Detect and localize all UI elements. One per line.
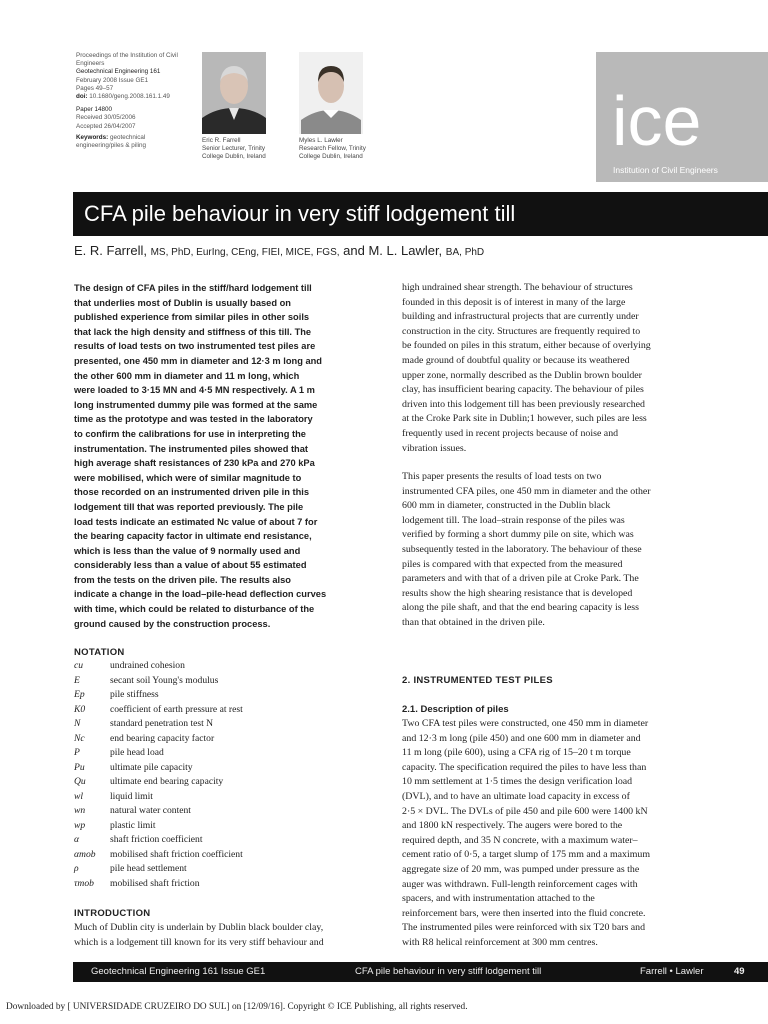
body-line: 2·5 × DVL. The DVLs of pile 450 and pile 600 were 1400 kN [402, 805, 648, 817]
abstract-line: that lack the high density and stiffness of this till. The [74, 326, 312, 337]
page-range: Pages 49–57 [76, 84, 114, 92]
introduction-paragraph-right [402, 281, 722, 456]
abstract-line: ground caused by the construction process. [74, 618, 271, 629]
body-line: reinforcement bars, were then inserted into the fluid concrete. [402, 907, 646, 919]
body-line: 11 m long (pile 600), using a CFA rig of 15–20 t m torque [402, 747, 631, 759]
journal-issue: February 2008 Issue GE1 [76, 76, 149, 84]
abstract-line: were mobilised, which were of similar magnitude to [74, 472, 302, 483]
body-line: subsequently tested in the laboratory. The behaviour of these [402, 543, 642, 555]
received-date: Received 30/05/2006 [76, 114, 136, 122]
abstract-line: lodgement till that was reported previously. The pile [74, 501, 304, 512]
body-line: verified by forming a short dummy pile on site, which was [402, 529, 634, 541]
body-line: and 12·3 m long (pile 450) and one 600 mm in diameter and [402, 732, 641, 744]
notation-definition: plastic limit [110, 819, 156, 831]
body-line: spacers, and with instrumentation attached to the [402, 893, 595, 905]
body-line: high undrained shear strength. The behaviour of structures [402, 282, 633, 293]
notation-symbol: cu [74, 660, 84, 671]
keywords-label: Keywords: [76, 133, 109, 141]
abstract-line: load tests indicate an estimated Nc value of about 7 for [74, 516, 318, 527]
body-line: piles is compared with that expected from the measured [402, 558, 623, 570]
notation-symbol: τmob [74, 877, 94, 889]
abstract-line: those recorded on an instrumented driven pile in this [74, 487, 310, 498]
introduction-text [74, 921, 394, 950]
ice-logo: ice [612, 82, 702, 160]
notation-symbol: wl [74, 790, 84, 802]
body-line: (DVL), and to have an ultimate load capacity in excess of [402, 790, 630, 802]
notation-definition: mobilised shaft friction coefficient [110, 848, 243, 860]
notation-definition: end bearing capacity factor [110, 732, 215, 744]
section-2-1-heading: 2.1. Description of piles [402, 704, 509, 715]
body-line: 10 mm settlement at 1·5 times the design verification load [402, 776, 633, 788]
body-line: vibration issues. [402, 442, 467, 454]
body-line: 600 mm in diameter, constructed in the Dublin black [402, 500, 611, 512]
body-line: with R8 helical reinforcement at 300 mm centres. [402, 936, 598, 948]
body-line: clay, has insufficient bearing capacity. The behaviour of piles [402, 384, 644, 396]
ice-organisation-name: Institution of Civil Engineers [613, 165, 718, 175]
notation-definition: shaft friction coefficient [110, 834, 203, 845]
abstract-line: to confirm the calibrations for use in interpreting the [74, 428, 306, 439]
abstract-line: high average shaft resistances of 230 kPa and 270 kPa [74, 458, 315, 469]
notation-definition: mobilised shaft friction [110, 877, 200, 889]
notation-heading: NOTATION [74, 647, 125, 658]
article-metadata [76, 52, 186, 150]
keywords: geotechnical engineering/piles & piling [76, 133, 147, 150]
abstract-line: long instrumented dummy pile was formed at the same [74, 399, 318, 410]
article-title: CFA pile behaviour in very stiff lodgement till [84, 201, 516, 226]
notation-symbol: αmob [74, 848, 96, 860]
body-line: at the Croke Park site in Dublin;1 however, such piles are less [402, 413, 647, 425]
author-photo-farrell [202, 52, 266, 134]
paper-overview-paragraph [402, 470, 722, 631]
abstract-line: considerably less than a value of about 55 estimated [74, 560, 307, 571]
notation-definition: natural water content [110, 805, 191, 816]
body-line: lodgement till. The load–strain response of the piles was [402, 514, 625, 526]
abstract-line: with time, which could be related to disturbance of the [74, 604, 315, 615]
author-2-qualifications: BA, PhD [445, 247, 485, 258]
journal-name: Proceedings of the Institution of Civil Engineers [76, 52, 178, 68]
body-line: founded in this deposit is of interest in many of the large [402, 296, 626, 308]
abstract-line: time as the prototype and was tested in the laboratory [74, 414, 313, 425]
abstract-line: presented, one 450 mm in diameter and 12·3 m long and [74, 355, 322, 366]
abstract-line: were loaded to 3·15 MN and 4·5 MN respectively. A 1 m [74, 385, 315, 396]
notation-symbol: E [74, 674, 80, 686]
notation-symbol: P [74, 747, 80, 758]
author-1-qualifications: MS, PhD, EurIng, CEng, FIEI, MICE, FGS, [150, 247, 340, 258]
abstract-line: the bearing capacity factor in ultimate end resistance, [74, 531, 312, 542]
introduction-line: which is a lodgement till known for its very stiff behaviour and [74, 936, 324, 948]
notation-definition: pile stiffness [110, 689, 159, 700]
abstract-line: the other 600 mm in diameter and 11 m long, which [74, 370, 300, 381]
body-line: The instrumented piles were reinforced with six T20 bars and [402, 922, 646, 934]
body-line: be founded on piles in this stratum, either because of overlying [402, 340, 651, 352]
body-line: frequently used in recent projects because of noise and [402, 427, 619, 439]
download-notice: Downloaded by [ UNIVERSIDADE CRUZEIRO DO SUL] on [12/09/16]. Copyright © ICE Publishing, all rights reserved. [6, 1002, 468, 1012]
notation-definition: pile head load [110, 747, 164, 758]
introduction-heading: INTRODUCTION [74, 908, 151, 919]
notation-symbol: Nc [74, 732, 85, 744]
footer-journal: Geotechnical Engineering 161 Issue GE1 [91, 966, 266, 977]
notation-symbol: α [74, 834, 80, 845]
abstract-line: which is less than the value of 9 normally used and [74, 545, 301, 556]
author-1: E. R. Farrell, [74, 243, 147, 258]
notation-symbol: wp [74, 819, 86, 831]
body-line: than that obtained in the driven pile. [402, 616, 545, 628]
notation-definition: ultimate pile capacity [110, 761, 193, 773]
body-line: upper zone, normally described as the Dublin brown boulder [402, 369, 642, 381]
body-line: parameters and with that of a driven pile at Croke Park. The [402, 573, 639, 585]
notation-symbol: Pu [74, 761, 85, 773]
abstract-line: that underlies most of Dublin is usually based on [74, 297, 291, 308]
body-line: cement ratio of 0·5, a target slump of 175 mm and a maximum [402, 849, 651, 861]
author-photo-lawler [299, 52, 363, 134]
body-line: results show the high shearing resistance that is developed [402, 587, 633, 599]
notation-definition: ultimate end bearing capacity [110, 776, 224, 787]
body-line: construction in the city. Structures are frequently required to [402, 325, 641, 337]
doi-label: doi: [76, 93, 88, 101]
body-line: required depth, and 35 N concrete, with a maximum water– [402, 834, 638, 846]
paper-number: Paper 14800 [76, 106, 113, 114]
accepted-date: Accepted 26/04/2007 [76, 122, 136, 130]
doi[interactable]: 10.1680/geng.2008.161.1.49 [89, 93, 170, 101]
byline [74, 243, 484, 258]
journal-series: Geotechnical Engineering 161 [76, 68, 161, 76]
notation-symbol: ρ [74, 863, 79, 874]
abstract-line: results of load tests on two instrumented test piles are [74, 341, 316, 352]
body-line: aggregate size of 20 mm, was pumped under pressure as the [402, 863, 640, 875]
abstract-line: from the tests on the driven pile. The results also [74, 574, 291, 585]
author-caption-lawler: Myles L. Lawler Research Fellow, Trinity College Dublin, Ireland [299, 137, 366, 161]
notation-symbol: K0 [74, 703, 86, 715]
body-line: This paper presents the results of load tests on two [402, 471, 602, 482]
section-2-1-text [402, 717, 722, 951]
abstract-line: The design of CFA piles in the stiff/hard lodgement till [74, 283, 312, 293]
notation-symbol: wn [74, 805, 86, 816]
notation-symbol: Ep [74, 689, 85, 700]
abstract-line: indicate a change in the load–pile-head deflection curves [74, 589, 327, 600]
footer-authors: Farrell • Lawler [640, 966, 704, 977]
body-line: instrumented CFA piles, one 450 mm in diameter and the other [402, 485, 651, 497]
author-2: and M. L. Lawler, [343, 243, 443, 258]
footer-title: CFA pile behaviour in very stiff lodgement till [355, 966, 542, 977]
notation-symbol: Qu [74, 776, 86, 787]
body-line: building and infrastructural projects that are currently under [402, 311, 639, 323]
page-footer [73, 962, 768, 982]
section-2-heading: 2. INSTRUMENTED TEST PILES [402, 675, 553, 686]
abstract-line: instrumentation. The instrumented piles showed that [74, 443, 308, 454]
body-line: made ground of doubtful quality or because its weathered [402, 354, 630, 366]
notation-definition: pile head settlement [110, 863, 187, 874]
author-caption-farrell: Eric R. Farrell Senior Lecturer, Trinity College Dublin, Ireland [202, 137, 266, 161]
introduction-line: Much of Dublin city is underlain by Dublin black boulder clay, [74, 922, 324, 933]
notation-definition: standard penetration test N [110, 718, 214, 729]
page-number: 49 [734, 966, 745, 977]
body-line: Two CFA test piles were constructed, one 450 mm in diameter [402, 718, 649, 729]
body-line: auger was withdrawn. Full-length reinforcement cages with [402, 878, 638, 890]
notation-definition: secant soil Young's modulus [110, 674, 219, 686]
body-line: and 1800 kN respectively. The augers were bored to the [402, 820, 623, 832]
body-line: capacity. The specification required the piles to have less than [402, 761, 647, 773]
body-line: along the pile shaft, and that the end bearing capacity is less [402, 602, 639, 614]
abstract [74, 281, 384, 631]
notation-definition: coefficient of earth pressure at rest [110, 703, 243, 715]
notation-definition: liquid limit [110, 790, 153, 802]
abstract-line: published experience from similar piles in other soils [74, 312, 310, 323]
notation-symbol: N [74, 718, 81, 729]
body-line: driven into this lodgement till has been previously researched [402, 398, 645, 410]
notation-definition: undrained cohesion [110, 660, 185, 671]
